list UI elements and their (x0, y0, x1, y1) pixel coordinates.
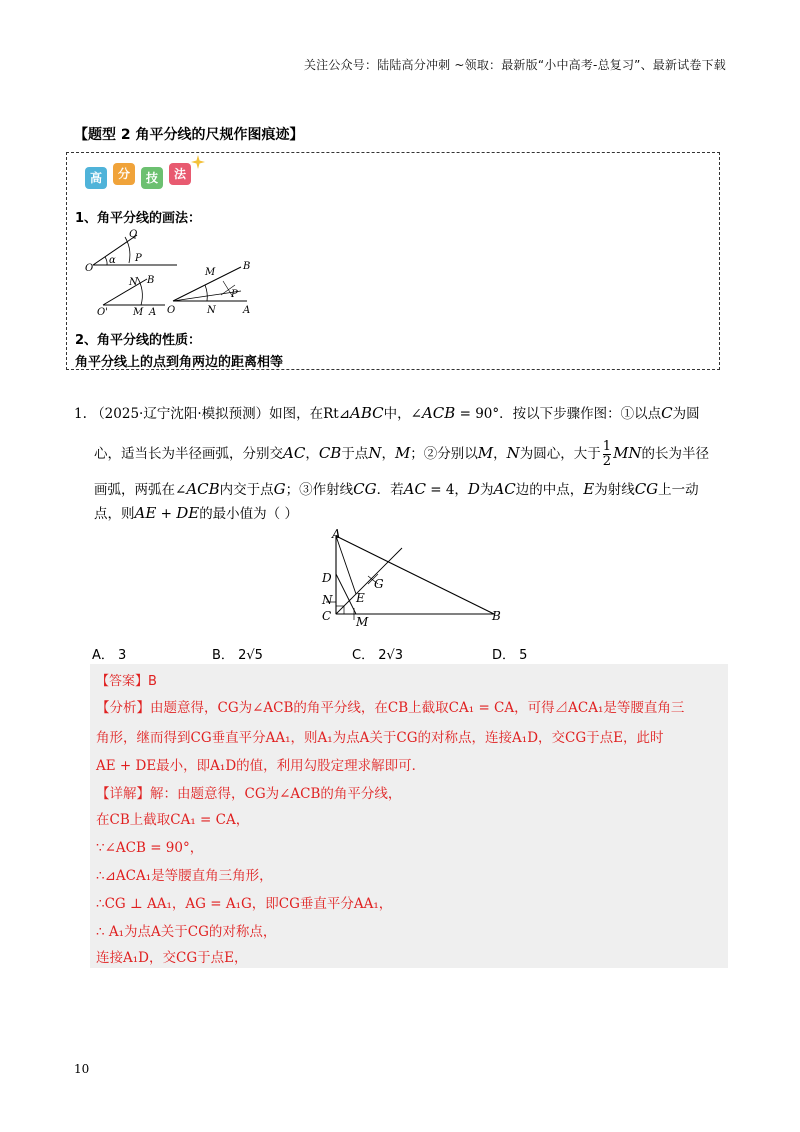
label-q: Q (129, 229, 138, 240)
question-line-1 (74, 402, 700, 422)
question-text: 边的中点， (515, 482, 584, 498)
label-d: D (322, 571, 332, 585)
question-text: 内交于点 (219, 482, 274, 498)
question-text: ， (493, 446, 507, 462)
answer-box (90, 664, 728, 968)
label-e: E (356, 591, 365, 605)
math-var: C (661, 404, 673, 422)
triangle-figure (316, 526, 516, 630)
page-header: 关注公众号：陆陆高分冲刺 ~领取：最新版“小中高考-总复习”、最新试卷下载 (303, 58, 726, 72)
question-text: 心，适当长为半径画弧，分别交 (94, 446, 283, 462)
question-text: 为射线 (594, 482, 635, 498)
math-var: ACB (186, 480, 220, 498)
question-text: 于点 (341, 446, 369, 462)
question-text: 中，∠ (383, 406, 422, 422)
question-text: ；③作射线 (285, 482, 354, 498)
question-text: 的长为半径 (641, 446, 710, 462)
label-n: N (207, 305, 216, 316)
detail-text: ∴ A₁为点A关于CG的对称点， (96, 924, 277, 940)
question-text: 画弧，两弧在∠ (94, 482, 187, 498)
question-text: ；②分别以 (410, 446, 478, 462)
label-m: M (356, 615, 369, 629)
tips-box (66, 152, 720, 370)
analysis-line-1 (96, 696, 684, 716)
fraction (603, 440, 611, 469)
detail-text: 连接A₁D，交CG于点E， (96, 950, 248, 966)
question-text: ．若 (376, 482, 404, 498)
math-var: CB (318, 444, 342, 462)
detail-text: ∵∠ACB = 90°， (96, 840, 204, 856)
analysis-text: AE + DE最小，即A₁D的值，利用勾股定理求解即可． (96, 758, 426, 774)
section-title: 【题型 2 角平分线的尺规作图痕迹】 (74, 127, 304, 143)
label-g: G (374, 577, 384, 591)
detail-line-6 (96, 920, 276, 940)
choice-value: 2√3 (378, 648, 404, 663)
choice-label: A． (92, 648, 114, 663)
fraction-numerator: 1 (602, 439, 612, 454)
math-var: E (583, 480, 595, 498)
math-var: AE (134, 504, 157, 522)
math-var: G (273, 480, 286, 498)
label-a: A (243, 305, 251, 316)
badge-tile: 技 (141, 167, 163, 189)
detail-line-3 (96, 836, 203, 856)
detail-line-5 (96, 892, 392, 912)
choice-b[interactable] (212, 644, 263, 663)
math-var: M (477, 444, 494, 462)
detail-tag: 【详解】 (96, 786, 150, 802)
question-text: ， (305, 446, 319, 462)
question-line-2 (94, 440, 709, 469)
question-text: 为 (479, 482, 494, 498)
detail-line-7 (96, 946, 247, 966)
label-b: B (492, 609, 501, 623)
math-var: ACB (421, 404, 456, 422)
label-a: A (332, 527, 341, 541)
label-p: P (135, 253, 142, 264)
label-o-prime: O' (97, 307, 108, 317)
label-alpha: α (109, 255, 116, 266)
triangle-symbol: ⊿ (338, 406, 351, 422)
label-o: O (85, 263, 94, 274)
detail-text: 在CB上截取CA₁ = CA， (96, 812, 250, 828)
question-text: （2025·辽宁沈阳·模拟预测）如图，在Rt (91, 406, 339, 422)
question-text: ， (381, 446, 395, 462)
answer-line (96, 670, 157, 689)
choice-c[interactable] (352, 644, 403, 663)
math-var: CG (353, 480, 377, 498)
label-a: A (149, 307, 157, 317)
detail-text: ∴CG ⊥ AA₁，AG = A₁G，即CG垂直平分AA₁， (96, 896, 393, 912)
answer-tag: 【答案】 (96, 674, 149, 689)
label-m: M (133, 307, 144, 317)
math-var: D (467, 480, 480, 498)
analysis-tag: 【分析】 (96, 700, 150, 716)
tips-badge (77, 157, 207, 197)
label-m: M (205, 267, 216, 278)
math-var: AC (493, 480, 516, 498)
detail-text: 解：由题意得，CG为∠ACB的角平分线， (150, 786, 402, 802)
math-var: CG (634, 480, 659, 498)
math-var: MN (613, 444, 642, 462)
analysis-line-2 (96, 726, 664, 746)
analysis-line-3 (96, 754, 425, 774)
bisector-figure-2 (167, 257, 267, 317)
label-b: B (243, 261, 251, 272)
math-var: N (368, 444, 382, 462)
math-var: ABC (350, 404, 384, 422)
label-n: N (322, 593, 333, 607)
question-line-3 (94, 478, 699, 498)
tips-property-text: 角平分线上的点到角两边的距离相等 (75, 355, 284, 370)
page-number: 10 (74, 1062, 90, 1076)
sparkle-icon (191, 155, 205, 169)
choice-value: 3 (118, 648, 127, 663)
label-c: C (322, 609, 332, 623)
question-text: 为圆心，大于 (519, 446, 601, 462)
choice-label: B． (212, 648, 234, 663)
math-var: N (506, 444, 520, 462)
choice-a[interactable] (92, 644, 126, 663)
math-var: M (394, 444, 411, 462)
question-text: = 4， (425, 482, 468, 498)
detail-line-1 (96, 782, 401, 802)
label-n: N (129, 277, 138, 288)
choice-value: 2√5 (238, 648, 263, 663)
badge-tile: 法 (169, 163, 191, 185)
choice-label: D． (492, 648, 516, 663)
choice-value: 5 (519, 648, 528, 663)
choice-label: C． (352, 648, 375, 663)
badge-tile: 分 (113, 163, 135, 185)
fraction-denominator: 2 (602, 454, 612, 469)
question-number: 1. (74, 406, 87, 422)
math-var: AC (403, 480, 426, 498)
detail-line-4 (96, 864, 273, 884)
question-text: 的最小值为（ ） (199, 506, 298, 522)
label-p: P (231, 289, 238, 300)
answer-value: B (148, 674, 157, 689)
badge-tile: 高 (85, 167, 107, 189)
detail-line-2 (96, 808, 249, 828)
question-text: = 90°．按以下步骤作图：①以点 (455, 406, 662, 422)
detail-text: ∴⊿ACA₁是等腰直角三角形， (96, 868, 273, 884)
question-text: + (156, 506, 177, 522)
choice-d[interactable] (492, 644, 527, 663)
label-b: B (147, 275, 155, 286)
math-var: AC (283, 444, 306, 462)
question-text: 为圆 (672, 406, 700, 422)
question-text: 上一动 (658, 482, 699, 498)
question-text: 点，则 (94, 506, 135, 522)
tips-heading-property: 2、角平分线的性质： (75, 333, 202, 348)
analysis-text: 角形，继而得到CG垂直平分AA₁，则A₁为点A关于CG的对称点，连接A₁D，交CG于点E，此时 (96, 730, 664, 746)
analysis-text: 由题意得，CG为∠ACB的角平分线，在CB上截取CA₁ = CA，可得⊿ACA₁是等腰直角三 (150, 700, 685, 716)
question-line-4 (94, 502, 298, 522)
math-var: DE (176, 504, 200, 522)
label-o: O (167, 305, 176, 316)
tips-heading-method: 1、角平分线的画法： (75, 211, 202, 226)
